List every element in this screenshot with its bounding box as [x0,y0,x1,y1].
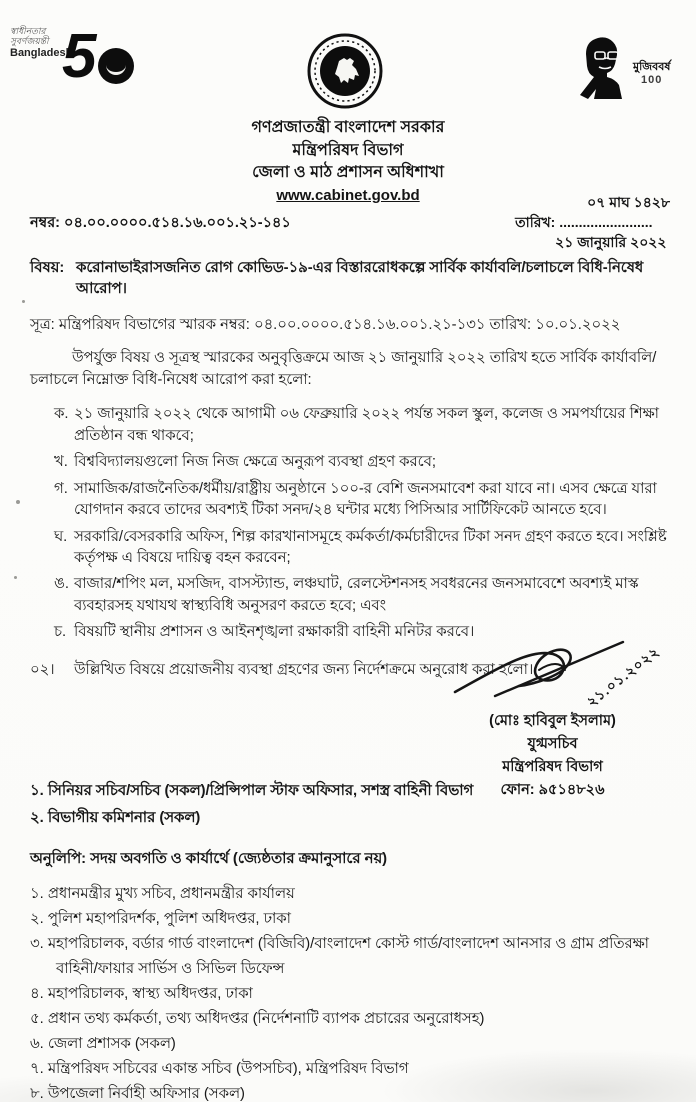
logo-tagline: স্বাধীনতার [10,26,46,36]
item-label: ক. [54,406,69,423]
cc-item: ১. প্রধানমন্ত্রীর মুখ্য সচিব, প্রধানমন্ত্রীর কার্যালয় [30,886,295,902]
list-item [30,404,670,447]
government-seal-icon [306,32,384,110]
cc-item: ৫. প্রধান তথ্য কর্মকর্তা, তথ্য অধিদপ্তর (নির্দেশনাটি ব্যাপক প্রচারের অনুরোধসহ) [30,1011,485,1027]
logo-tagline-2: সুবর্ণজয়ন্তী [10,36,49,46]
mujib-portrait-icon [575,34,635,104]
cc-item: ৬. জেলা প্রশাসক (সকল) [30,1036,176,1052]
closing-text: উল্লিখিত বিষয়ে প্রয়োজনীয় ব্যবস্থা গ্রহণের জন্য নির্দেশক্রমে অনুরোধ করা হলো। [74,661,534,678]
item-label: ঙ. [54,576,69,593]
item-text: বাজার/শপিং মল, মসজিদ, বাসস্ট্যান্ড, লঞ্চঘাট, রেলস্টেশনসহ সবধরনের জনসমাবেশে অবশ্যই মাস্ক ব্যবহারসহ যথাযথ স্বাস্থ্যবিধি অনুসরণ করতে হবে; এবং [74,576,639,614]
mujib-logo-title: মুজিববর্ষ [633,61,671,73]
opening-paragraph: উপর্যুক্ত বিষয় ও সূত্রস্থ স্মারকের অনুবৃত্তিক্রমে আজ ২১ জানুয়ারি ২০২২ তারিখ হতে সার্বিক কার্যাবলি/চলাচলে নিম্নোক্ত বিধি-নিষেধ আরোপ করা হলো: [30,350,657,388]
handwritten-date: ২১.০১.২০২২ [584,643,663,710]
item-text: বিশ্ববিদ্যালয়গুলো নিজ নিজ ক্ষেত্রে অনুরূপ ব্যবস্থা গ্রহণ করবে; [74,454,436,471]
recipient-line: ২. বিভাগীয় কমিশনার (সকল) [30,810,201,826]
subject-text: করোনাভাইরাসজনিত রোগ কোভিড-১৯-এর বিস্তাররোধকল্পে সার্বিক কার্যাবলি/চলাচলে বিধি-নিষেধ আরোপ। [76,260,644,298]
logo-50-disc-icon [98,48,134,84]
list-item [30,452,670,473]
memo-number: নম্বর: ০৪.০০.০০০০.৫১৪.১৬.০০১.২১-১৪১ [30,215,291,231]
cc-item: ২. পুলিশ মহাপরিদর্শক, পুলিশ অধিদপ্তর, ঢাকা [30,911,291,927]
cc-item: ৮. উপজেলা নির্বাহী অফিসার (সকল) [30,1086,245,1102]
restrictions-list [30,404,670,644]
logo-bangladesh-label: Bangladesh [10,47,73,59]
list-item [30,527,670,570]
cc-list [30,882,670,1102]
mujib-logo-number: 100 [641,74,663,86]
subject-label: বিষয়: [30,260,65,276]
recipient-line: ১. সিনিয়র সচিব/সচিব (সকল)/প্রিন্সিপাল স্টাফ অফিসার, সশস্ত্র বাহিনী বিভাগ [30,783,474,799]
reference-line: সূত্র: মন্ত্রিপরিষদ বিভাগের স্মারক নম্বর: ০৪.০০.০০০০.৫১৪.১৬.০০১.২১-১৩১ তারিখ: ১০.০১.২০২২ [30,316,621,333]
signatory-name: (মোঃ হাবিবুল ইসলাম) [489,713,616,729]
signatory-phone: ফোন: ৯৫১৪৮২৬ [500,782,605,798]
signatory-department: মন্ত্রিপরিষদ বিভাগ [502,759,603,775]
item-label: চ. [54,624,67,641]
cc-item: ৪. মহাপরিচালক, স্বাস্থ্য অধিদপ্তর, ঢাকা [30,986,253,1002]
website-url: www.cabinet.gov.bd [276,186,420,204]
date-label: তারিখ: ........................ [515,214,653,230]
item-label: ঘ. [54,528,68,545]
branch-name: জেলা ও মাঠ প্রশাসন অধিশাখা [252,164,444,181]
scan-speck [16,500,20,504]
item-text: সরকারি/বেসরকারি অফিস, শিল্প কারখানাসমূহে কর্মকর্তা/কর্মচারীদের টিকা সনদ গ্রহণ করতে হবে। সংশ্লিষ্ট কর্তৃপক্ষ এ বিষয়ে দায়িত্ব বহন করবেন; [74,528,667,566]
subject-line [30,258,670,301]
scan-speck [22,300,25,303]
letter-body [30,258,670,681]
distribution-section [30,778,670,1102]
mujib-100-logo [575,34,680,106]
item-label: গ. [54,480,68,497]
government-name: গণপ্রজাতন্ত্রী বাংলাদেশ সরকার [251,119,445,136]
logo-50-numeral: 5 [62,22,93,91]
scan-speck [14,576,17,579]
cc-item: ৭. মন্ত্রিপরিষদ সচিবের একান্ত সচিব (উপসচিব), মন্ত্রিপরিষদ বিভাগ [30,1061,409,1077]
cc-heading: অনুলিপি: সদয় অবগতি ও কার্যার্থে (জ্যেষ্ঠতার ক্রমানুসারে নয়) [30,851,388,867]
list-item [30,479,670,522]
item-label: খ. [54,454,68,471]
item-text: বিষয়টি স্থানীয় প্রশাসন ও আইনশৃঙ্খলা রক্ষাকারী বাহিনী মনিটর করবে। [74,624,475,641]
signatory-designation: যুগ্মসচিব [527,736,578,752]
bangladesh-50-anniversary-logo [10,22,140,114]
item-text: সামাজিক/রাজনৈতিক/ধর্মীয়/রাষ্ট্রীয় অনুষ্ঠানে ১০০-র বেশি জনসমাবেশ করা যাবে না। এসব ক্ষেত্রে যারা যোগদান করবে তাদের অবশ্যই টিকা সনদ/২৪ ঘন্টার মধ্যে পিসিআর সার্টিফিকেট আনতে হবে। [74,480,657,519]
date-block [515,192,670,252]
date-bangla: ০৭ মাঘ ১৪২৮ [587,194,670,210]
item-text: ২১ জানুয়ারি ২০২২ থেকে আগামী ০৬ ফেব্রুয়ারি ২০২২ পর্যন্ত সকল স্কুল, কলেজ ও সমপর্যায়ের শিক্ষা প্রতিষ্ঠান বন্ধ থাকবে; [74,406,659,444]
cc-item: ৩. মহাপরিচালক, বর্ডার গার্ড বাংলাদেশ (বিজিবি)/বাংলাদেশ কোস্ট গার্ড/বাংলাদেশ আনসার ও গ্রাম প্রতিরক্ষা বাহিনী/ফায়ার সার্ভিস ও সিভিল ডিফেন্স [30,936,649,977]
date-gregorian: ২১ জানুয়ারি ২০২২ [555,234,667,250]
list-item [30,574,670,617]
handwritten-signature [435,640,670,710]
division-name: মন্ত্রিপরিষদ বিভাগ [292,141,404,159]
paragraph-number: ০২। [30,661,55,678]
